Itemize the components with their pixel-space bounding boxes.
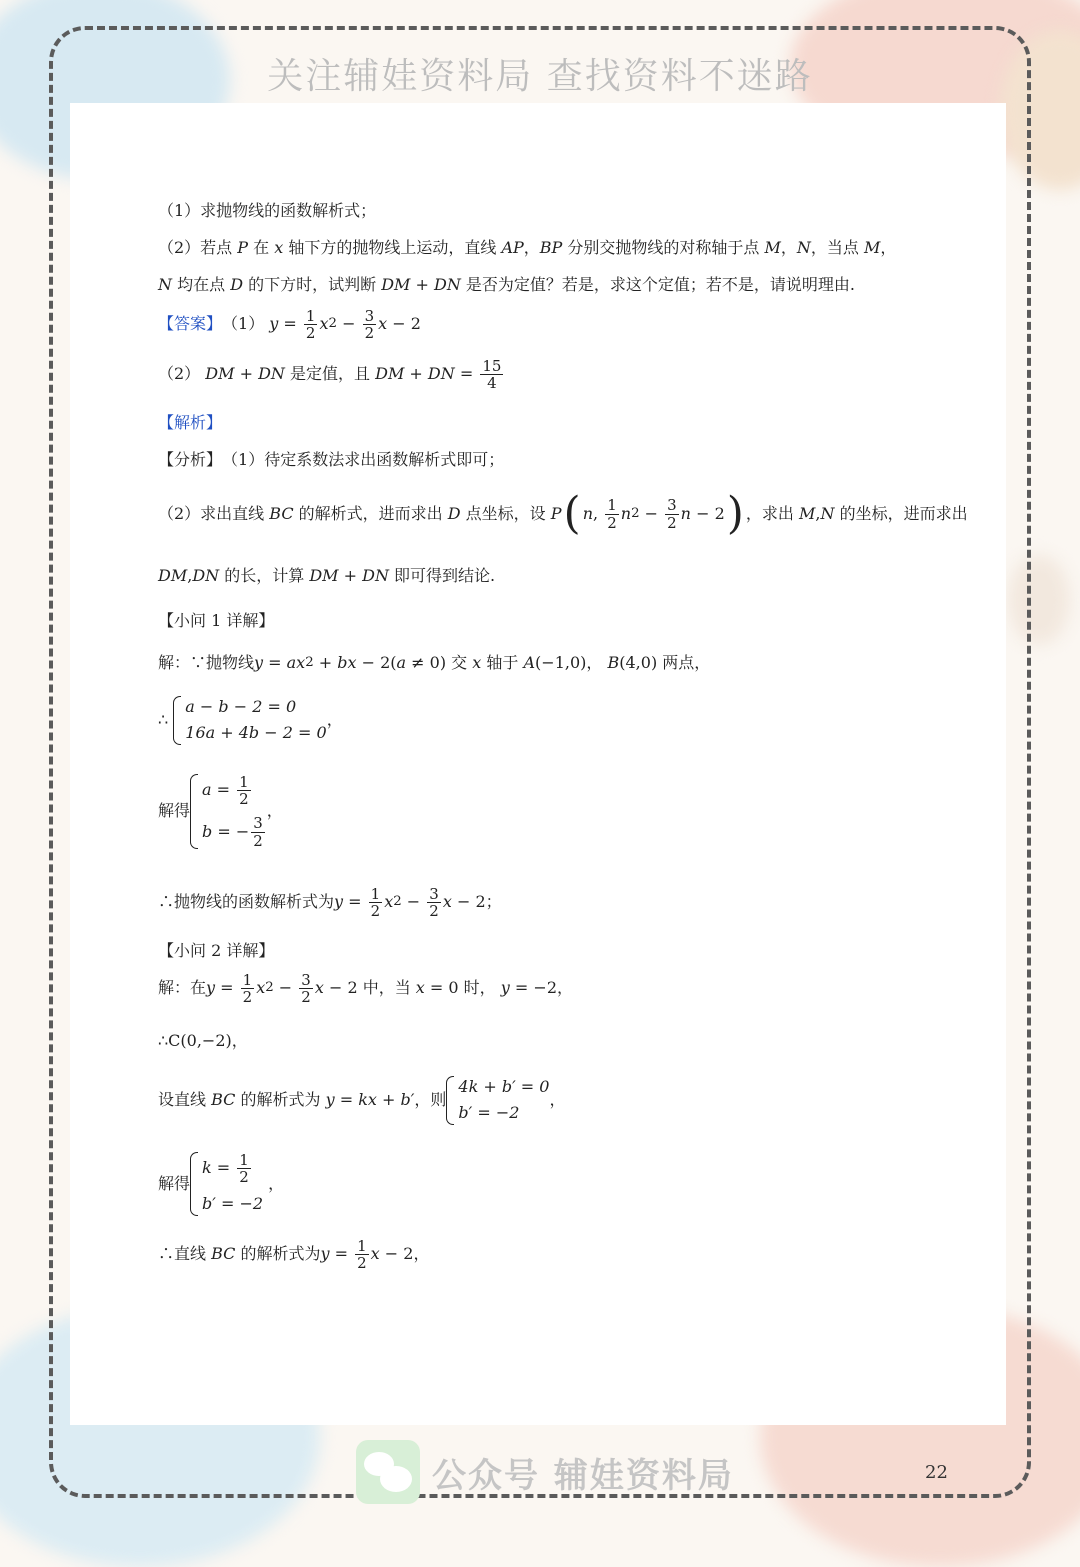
fenxi-text: 的长，计算 xyxy=(224,566,305,585)
sub2-text: ∴C(0,−2)， xyxy=(158,1031,248,1050)
sub2-text: ，则 xyxy=(414,1090,447,1110)
sub1-result: ∴抛物线的函数解析式为 y = $\frac{1}{2}$ x 2 − $\frac{3}{2}$ x − 2； xyxy=(158,885,502,921)
question-2-line2: N 均在点 D 的下方时，试判断 DM + DN 是否为定值？若是，求这个定值；若不是，请说明理由. xyxy=(158,274,855,296)
analysis-fenxi-2: （2）求出直线 BC 的解析式，进而求出 D 点坐标，设 P ( n , $\frac{1}{2}$ n 2 − $\frac{3}{2}$ n − 2 ) ，求出 M , N 的坐标，进而求出 xyxy=(158,488,968,539)
equation-system xyxy=(446,1076,549,1125)
solution-system: a = $\frac{1}{2}$ b = − $\frac{3}{2}$ xyxy=(190,774,267,849)
fenxi-text: 点坐标，设 xyxy=(465,503,546,523)
sub2-text: 的解析式为 xyxy=(240,1090,321,1110)
solve-label: 解得 xyxy=(158,801,191,821)
answer-value-num: 15 xyxy=(482,357,502,375)
solve-label: 解得 xyxy=(158,1173,191,1193)
sub1-solution: 解得 a = $\frac{1}{2}$ b = − $\frac{3}{2}$ ， xyxy=(158,773,283,850)
sub2-title-row xyxy=(158,940,274,962)
system-equation: b′ = −2 xyxy=(458,1103,520,1123)
answer-text: （2） xyxy=(158,364,201,384)
sub1-title: 【小问 1 详解】 xyxy=(158,611,275,630)
header-title: 关注辅娃资料局 查找资料不迷路 xyxy=(267,56,813,97)
fenxi-label: 【分析】 xyxy=(158,450,223,469)
answer-text: （1） xyxy=(222,314,265,334)
brace xyxy=(190,774,198,849)
system-equation: a − b − 2 = 0 xyxy=(185,697,297,716)
sub2-line1: 解：在 y = $\frac{1}{2}$ x 2 − $\frac{3}{2}$ x − 2 中，当 x = 0 时， y = −2， xyxy=(158,971,573,1007)
q2-text: ，当点 xyxy=(810,238,859,257)
question-2-line1: （2）若点 P 在 x 轴下方的抛物线上运动，直线 AP ， BP 分别交抛物线的对称轴于点 M ， N ，当点 M ， xyxy=(158,237,896,259)
analysis-label: 【解析】 xyxy=(158,413,223,432)
sub2-title: 【小问 2 详解】 xyxy=(158,941,275,960)
footer-brand-text: 公众号 辅娃资料局 xyxy=(432,1455,734,1496)
sub1-title-row xyxy=(158,610,274,632)
q2-text: 是否为定值？若是，求这个定值；若不是，请说明理由. xyxy=(465,275,856,294)
sub1-text: ∴抛物线的函数解析式为 xyxy=(158,892,335,912)
solution-system: k = $\frac{1}{2}$ b′ = −2 xyxy=(190,1152,263,1216)
answer-line2: （2） DM + DN 是定值，且 DM + DN = $\frac{15}{4}$ xyxy=(158,357,502,393)
sub2-text: 中，当 xyxy=(362,978,411,998)
sub1-text: 轴于 xyxy=(486,653,519,672)
sub2-line3: 设直线 BC 的解析式为 y = kx + b′ ，则 4k + b′ = 0 b′ = −2 ， xyxy=(158,1076,566,1125)
sub2-text: ∴直线 xyxy=(158,1244,207,1264)
question-1 xyxy=(158,200,376,222)
fenxi-text: （2）求出直线 xyxy=(158,503,265,523)
q2-text: 均在点 xyxy=(177,275,226,294)
fenxi-text: （1）待定系数法求出函数解析式即可； xyxy=(222,450,505,469)
wechat-icon xyxy=(356,1440,420,1504)
sub1-system: ∴ a − b − 2 = 0 16a + 4b − 2 = 0 ， xyxy=(158,696,343,745)
sub2-text: 解：在 xyxy=(158,978,207,998)
sub1-text: 两点， xyxy=(662,653,711,672)
fenxi-text: 的坐标，进而求出 xyxy=(839,503,968,523)
solution-equation: b′ = −2 xyxy=(202,1194,264,1214)
page-number: 22 xyxy=(925,1462,948,1483)
brace xyxy=(446,1076,454,1125)
system-equation: 4k + b′ = 0 xyxy=(458,1077,550,1096)
sub1-text: 交 xyxy=(451,653,468,672)
sub2-text: 设直线 xyxy=(158,1090,207,1110)
q2-text: 的下方时，试判断 xyxy=(248,275,377,294)
analysis-fenxi-1 xyxy=(158,449,504,471)
sub1-line1: 解：∵抛物线 y = ax 2 + bx − 2( a ≠ 0) 交 x 轴于 A (−1,0)， B (4,0) 两点， xyxy=(158,652,710,674)
fenxi-text: 的解析式，进而求出 xyxy=(298,503,443,523)
answer-label: 【答案】 xyxy=(158,314,223,334)
q2-text: 分别交抛物线的对称轴于点 xyxy=(567,238,760,257)
footer-brand xyxy=(356,1440,734,1504)
sub2-solution: 解得 k = $\frac{1}{2}$ b′ = −2 ， xyxy=(158,1152,284,1216)
system-equation: 16a + 4b − 2 = 0 xyxy=(185,723,327,743)
brace xyxy=(173,696,181,745)
sub2-text: 的解析式为 xyxy=(240,1244,321,1264)
document-sheet xyxy=(70,103,1006,1425)
analysis-label-row xyxy=(158,412,222,434)
sub2-text: 时， xyxy=(463,978,496,998)
q2-text: 在 xyxy=(253,238,270,257)
sub2-c-point xyxy=(158,1030,248,1052)
answer-value-den: 4 xyxy=(487,374,497,393)
q2-text: 轴下方的抛物线上运动，直线 xyxy=(288,238,497,257)
q1-text: （1）求抛物线的函数解析式； xyxy=(158,201,377,220)
q2-text: （2）若点 xyxy=(158,238,233,257)
fenxi-text: 即可得到结论. xyxy=(394,566,496,585)
answer-line1: 【答案】 （1） y = $\frac{1}{2}$ x 2 − $\frac{3}{2}$ x − 2 xyxy=(158,307,421,343)
fenxi-text: ，求出 xyxy=(745,503,794,523)
brace xyxy=(190,1152,198,1216)
equation-system xyxy=(173,696,326,745)
sub1-text: 解：∵抛物线 xyxy=(158,653,255,672)
analysis-fenxi-3: DM , DN 的长，计算 DM + DN 即可得到结论. xyxy=(158,565,495,587)
answer-text: 是定值，且 xyxy=(290,364,371,384)
sub2-result: ∴直线 BC 的解析式为 y = $\frac{1}{2}$ x − 2， xyxy=(158,1237,430,1273)
